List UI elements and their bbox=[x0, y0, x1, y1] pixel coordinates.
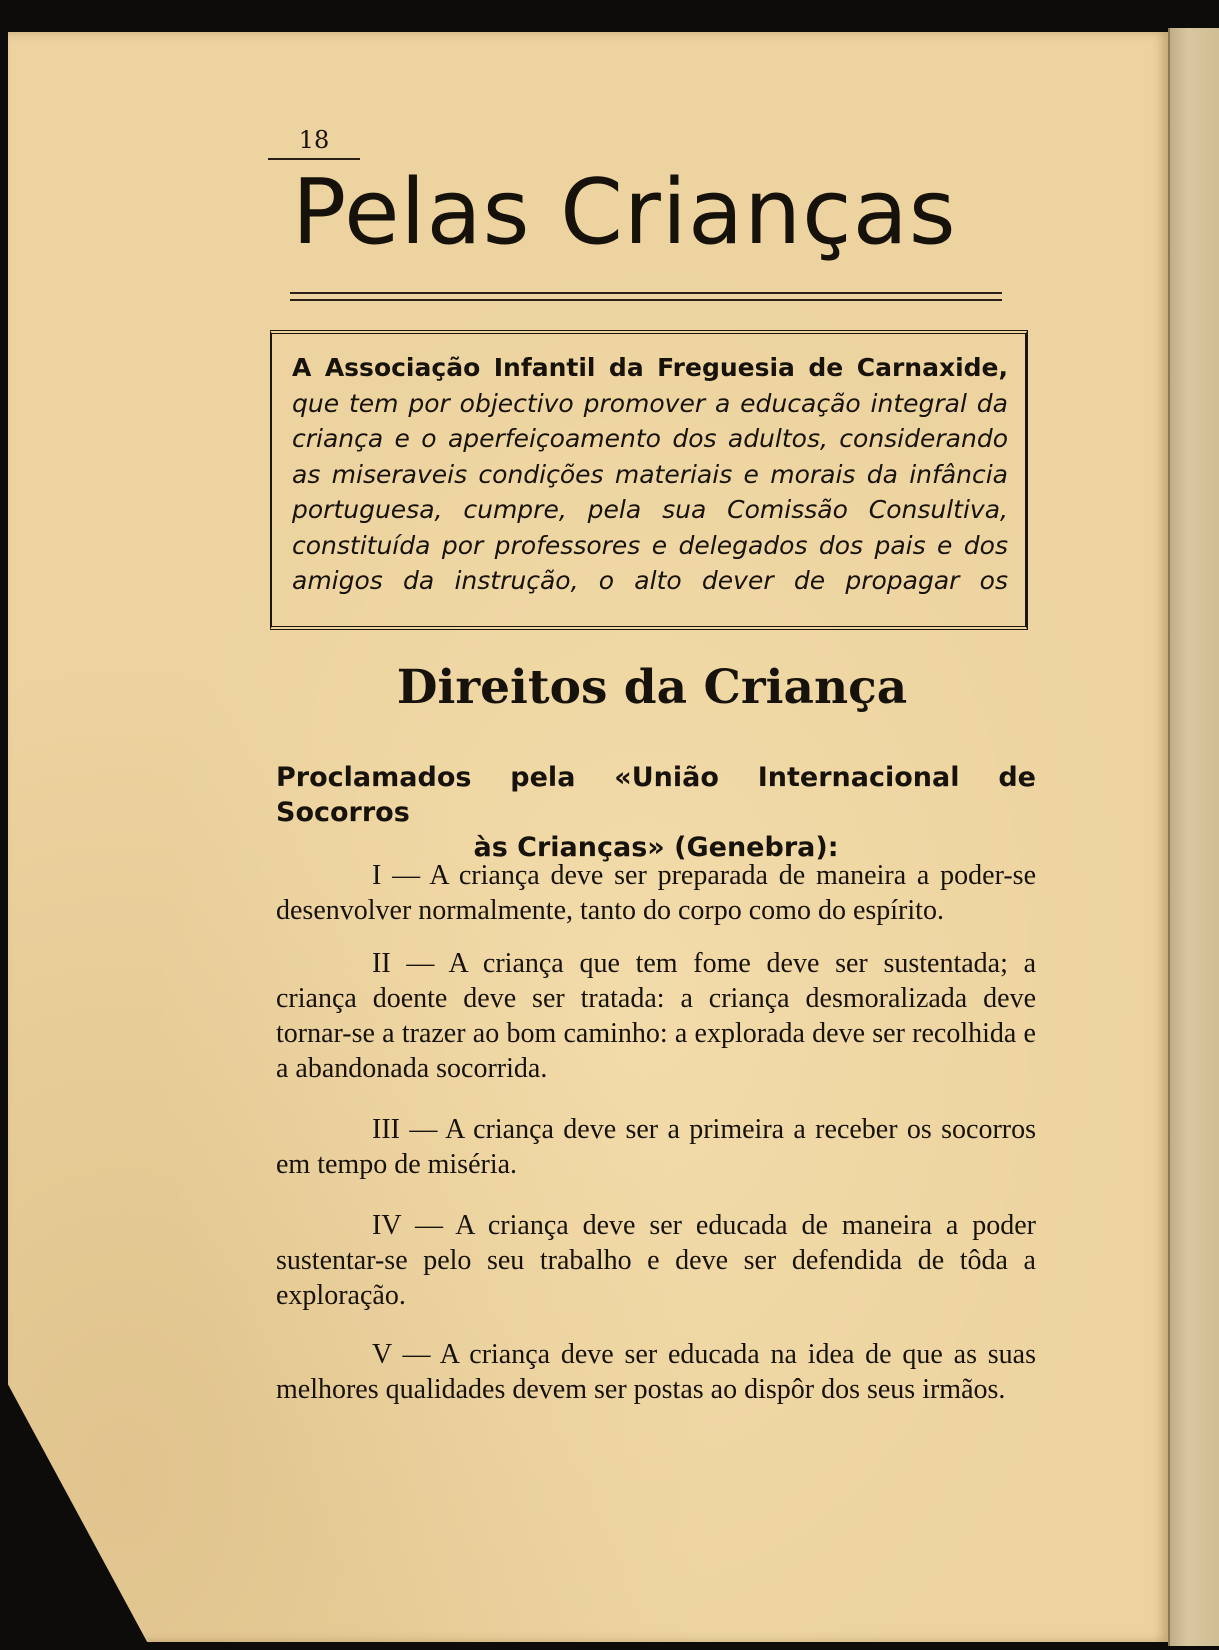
page-number: 18 bbox=[268, 126, 360, 160]
rights-list bbox=[276, 858, 1036, 1425]
right-article-1: I — A criança deve ser preparada de maneira a poder-se desenvolver normalmente, tanto do corpo como do espírito. bbox=[276, 860, 1036, 926]
section-title: Direitos da Criança bbox=[396, 660, 908, 715]
subheading-line-2: às Crianças» (Genebra): bbox=[473, 832, 839, 863]
right-article-5: V — A criança deve ser educada na idea de que as suas melhores qualidades devem ser postas ao dispôr dos seus irmãos. bbox=[276, 1339, 1036, 1405]
subheading bbox=[276, 760, 1036, 865]
right-article-3: III — A criança deve ser a primeira a receber os socorros em tempo de miséria. bbox=[276, 1114, 1036, 1180]
right-article-2: II — A criança que tem fome deve ser sustentada; a criança doente deve ser tratada: a criança desmoralizada deve tornar-se a trazer ao bom caminho: a explorada deve ser recolhida e a abandonada socorrida. bbox=[276, 948, 1036, 1084]
subheading-line-1: Proclamados pela «União Internacional de Socorros bbox=[276, 762, 1036, 828]
page-title: Pelas Crianças bbox=[292, 160, 957, 265]
intro-paragraph bbox=[292, 350, 1008, 599]
right-article-4: IV — A criança deve ser educada de maneira a poder sustentar-se pelo seu trabalho e deve ser defendida de tôda a exploração. bbox=[276, 1210, 1036, 1311]
adjacent-page-edge bbox=[1168, 28, 1219, 1646]
intro-lead: A Associação Infantil da Freguesia de Carnaxide, bbox=[292, 353, 1008, 382]
title-underline-rule bbox=[290, 292, 1002, 301]
intro-body: que tem por objectivo promover a educação integral da criança e o aperfeiçoamento dos adultos, considerando as miseraveis condições materiais e morais da infância portuguesa, cumpre, pela sua Comissão Consultiva, constituída por professores e delegados dos pais e dos amigos da instrução, o alto dever de propagar os bbox=[292, 388, 1008, 595]
